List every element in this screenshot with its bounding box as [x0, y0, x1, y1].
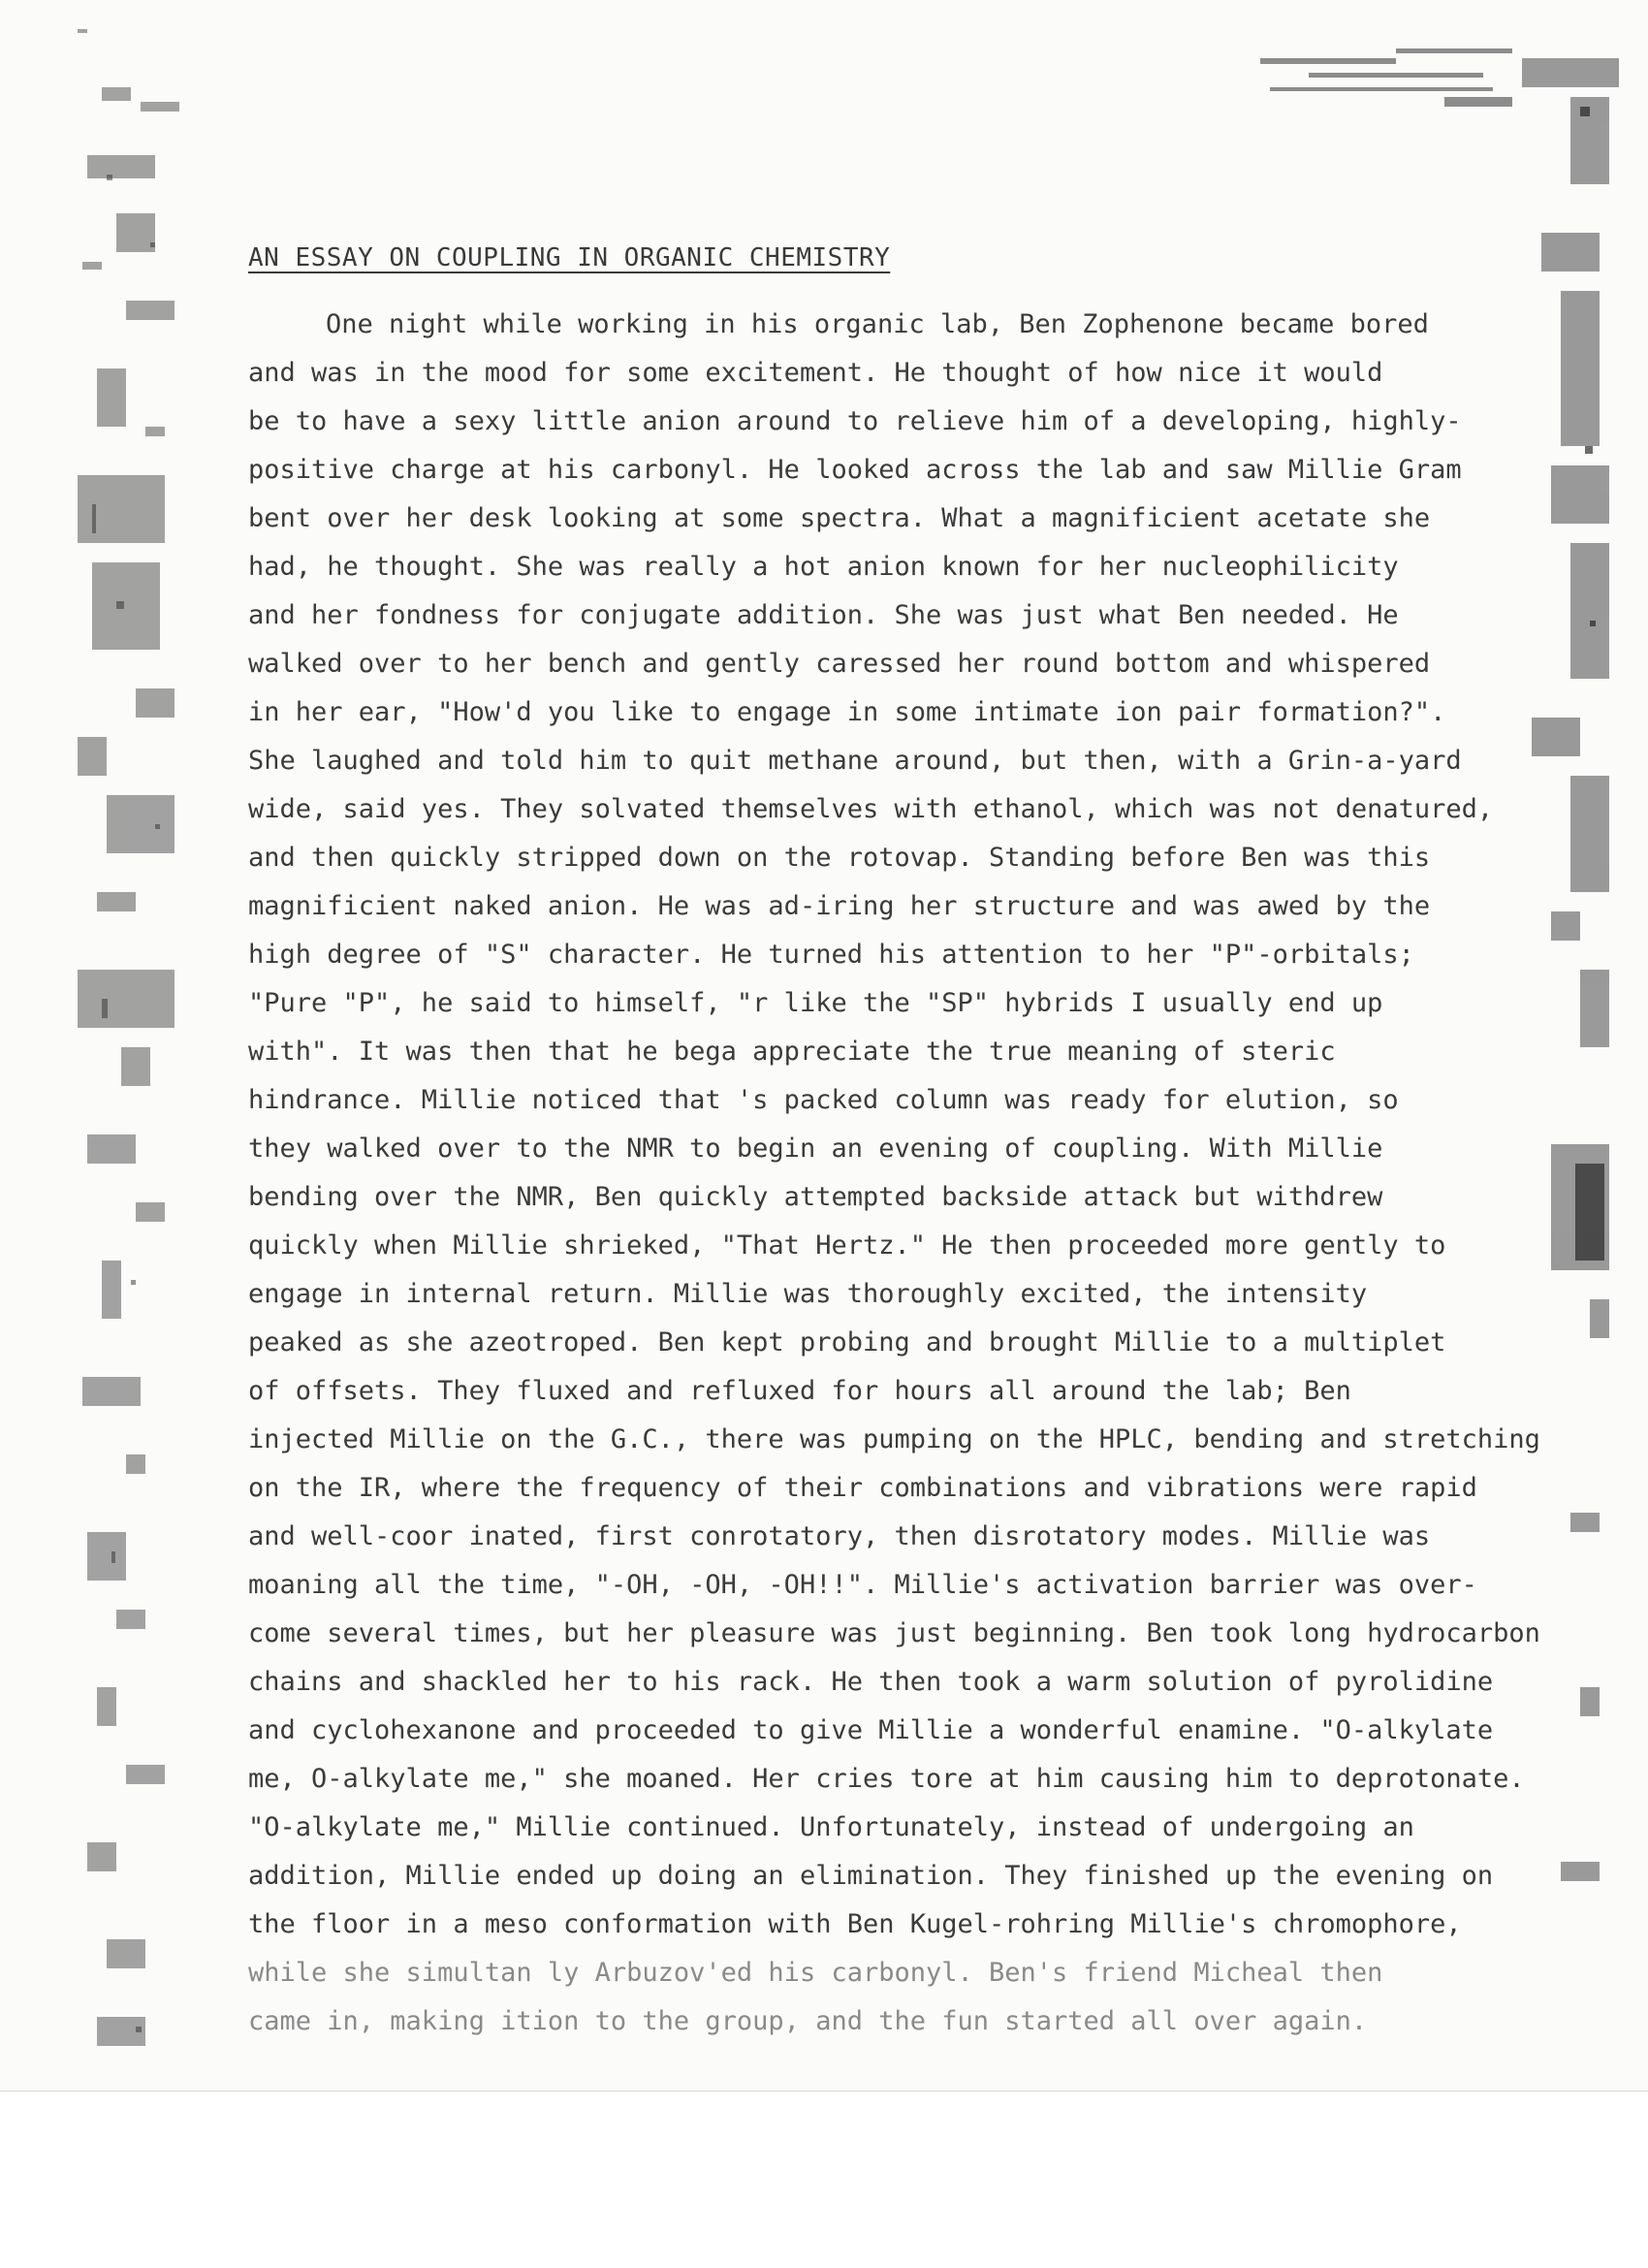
essay-line: me, O-alkylate me," she moaned. Her cries tore at him causing him to deprotonate.: [248, 1764, 1525, 1794]
essay-line: She laughed and told him to quit methane around, but then, with a Grin-a-yard: [248, 746, 1462, 776]
essay-line: and her fondness for conjugate addition. She was just what Ben needed. He: [248, 600, 1399, 630]
essay-line: while she simultan ly Arbuzov'ed his carbonyl. Ben's friend Micheal then: [248, 1958, 1383, 1988]
essay-line: wide, said yes. They solvated themselves with ethanol, which was not denatured,: [248, 794, 1494, 824]
essay-line: they walked over to the NMR to begin an evening of coupling. With Millie: [248, 1134, 1383, 1164]
essay-line: came in, making ition to the group, and the fun started all over again.: [248, 2006, 1368, 2036]
essay-line: engage in internal return. Millie was thoroughly excited, the intensity: [248, 1279, 1368, 1309]
essay-line: the floor in a meso conformation with Ben Kugel-rohring Millie's chromophore,: [248, 1909, 1462, 1939]
essay-line: of offsets. They fluxed and refluxed for hours all around the lab; Ben: [248, 1376, 1351, 1406]
essay-line: "Pure "P", he said to himself, "r like the "SP" hybrids I usually end up: [248, 988, 1383, 1018]
essay-line: positive charge at his carbonyl. He looked across the lab and saw Millie Gram: [248, 455, 1462, 485]
essay-line: addition, Millie ended up doing an elimination. They finished up the evening on: [248, 1861, 1494, 1891]
essay-line: and well-coor inated, first conrotatory, then disrotatory modes. Millie was: [248, 1521, 1431, 1551]
essay-line: on the IR, where the frequency of their combinations and vibrations were rapid: [248, 1473, 1477, 1503]
essay-title: AN ESSAY ON COUPLING IN ORGANIC CHEMISTRY: [248, 243, 891, 272]
essay-line: be to have a sexy little anion around to relieve him of a developing, highly-: [248, 406, 1462, 436]
essay-line: and then quickly stripped down on the rotovap. Standing before Ben was this: [248, 843, 1431, 873]
essay-line: walked over to her bench and gently caressed her round bottom and whispered: [248, 649, 1431, 679]
essay-body: [248, 301, 1586, 2046]
essay-line: and was in the mood for some excitement. He thought of how nice it would: [248, 358, 1383, 388]
essay-line: bent over her desk looking at some spectra. What a magnificient acetate she: [248, 503, 1431, 533]
blank-page-margin: [0, 2091, 1648, 2268]
essay-line: hindrance. Millie noticed that 's packed column was ready for elution, so: [248, 1085, 1399, 1115]
essay-line: high degree of "S" character. He turned his attention to her "P"-orbitals;: [248, 940, 1414, 970]
essay-line: peaked as she azeotroped. Ben kept probing and brought Millie to a multiplet: [248, 1327, 1446, 1358]
top-right-smudge: [1251, 39, 1541, 126]
essay-line: quickly when Millie shrieked, "That Hertz." He then proceeded more gently to: [248, 1230, 1446, 1261]
essay-line: bending over the NMR, Ben quickly attempted backside attack but withdrew: [248, 1182, 1383, 1212]
essay-line: with". It was then that he bega appreciate the true meaning of steric: [248, 1037, 1336, 1067]
essay-line: chains and shackled her to his rack. He then took a warm solution of pyrolidine: [248, 1667, 1494, 1697]
essay-line: come several times, but her pleasure was just beginning. Ben took long hydrocarbon: [248, 1618, 1540, 1648]
essay-line: moaning all the time, "-OH, -OH, -OH!!". Millie's activation barrier was over-: [248, 1570, 1477, 1600]
essay-line: magnificient naked anion. He was ad-iring her structure and was awed by the: [248, 891, 1431, 921]
essay-line: had, he thought. She was really a hot anion known for her nucleophilicity: [248, 552, 1399, 582]
essay-line: One night while working in his organic lab, Ben Zophenone became bored: [326, 309, 1429, 339]
left-margin-speckle: [58, 19, 213, 2075]
essay-line: injected Millie on the G.C., there was pumping on the HPLC, bending and stretching: [248, 1424, 1540, 1454]
essay-line: "O-alkylate me," Millie continued. Unfortunately, instead of undergoing an: [248, 1812, 1414, 1842]
essay-line: in her ear, "How'd you like to engage in some intimate ion pair formation?".: [248, 697, 1446, 727]
essay-line: and cyclohexanone and proceeded to give Millie a wonderful enamine. "O-alkylate: [248, 1715, 1494, 1745]
